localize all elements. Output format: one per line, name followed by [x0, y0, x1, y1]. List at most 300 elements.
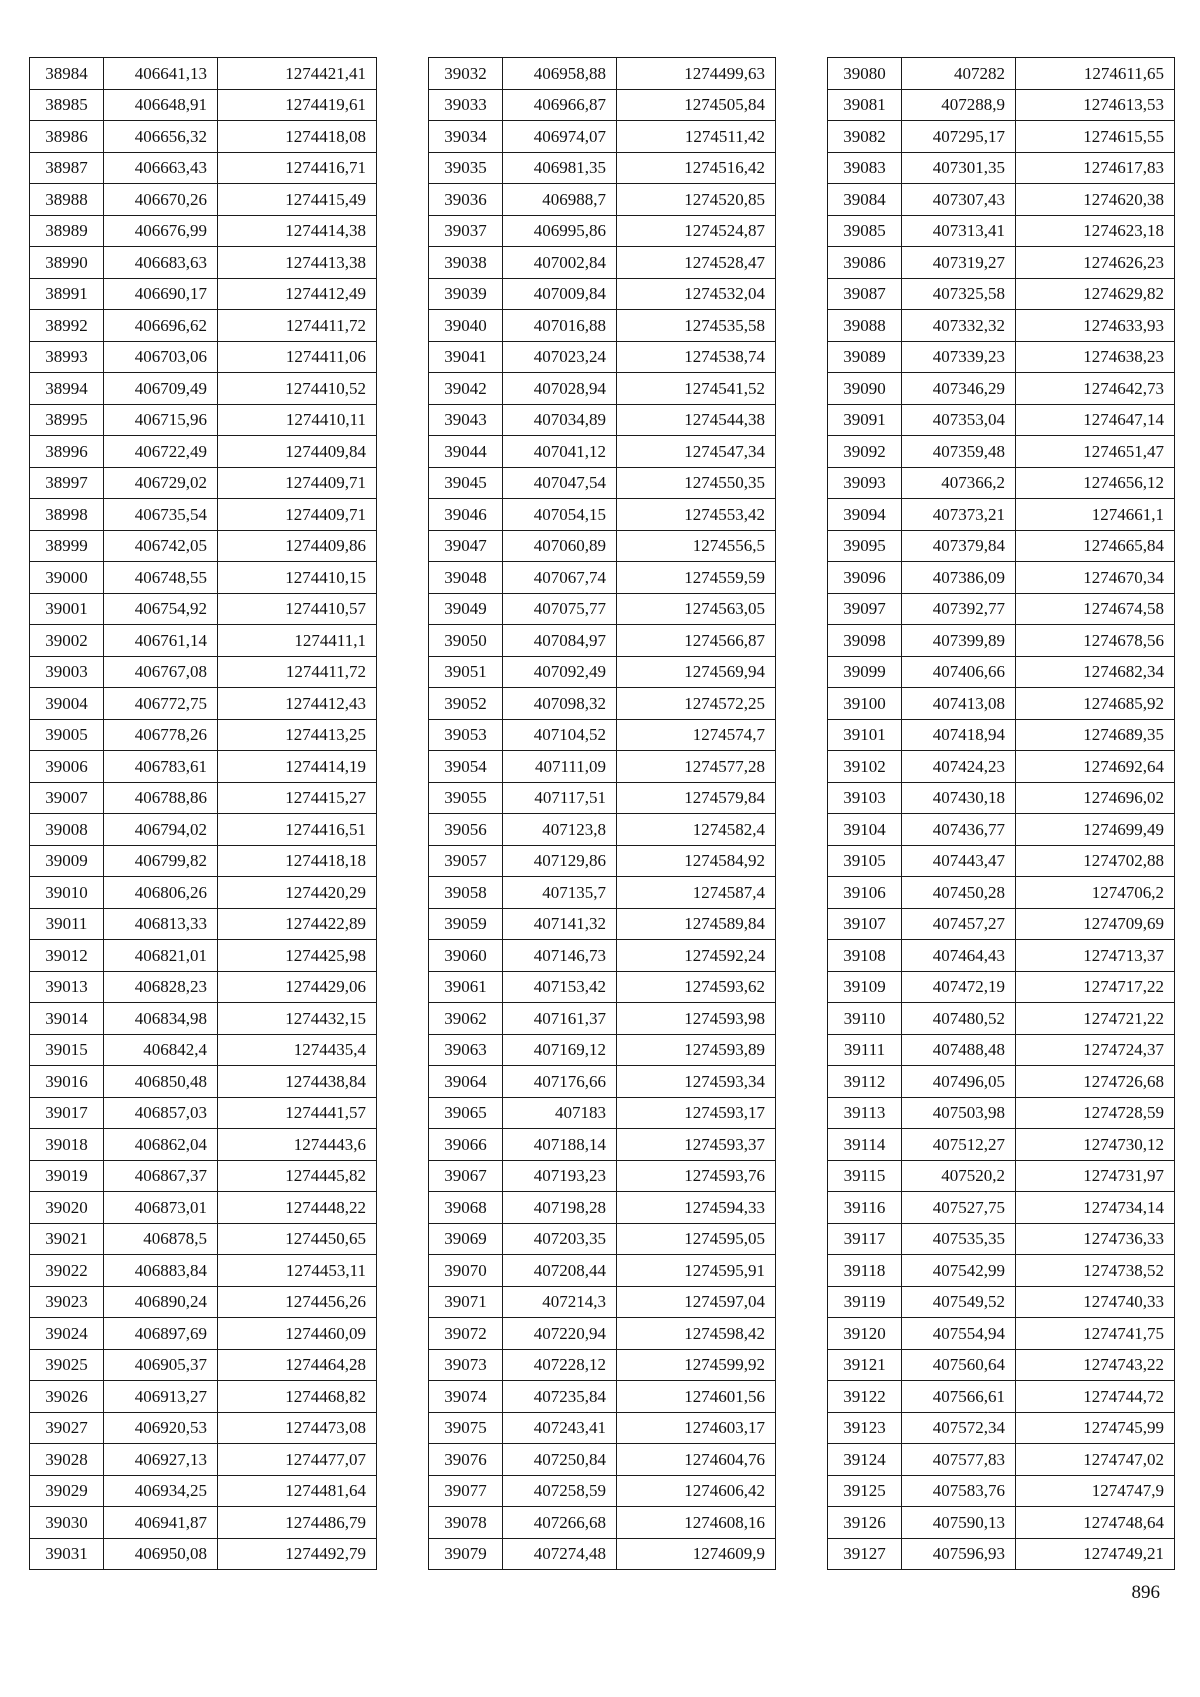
table-row	[429, 1160, 776, 1192]
table-row	[429, 1066, 776, 1098]
y-coordinate-cell: 1274615,55	[1016, 121, 1175, 153]
point-number-cell: 39064	[429, 1066, 503, 1098]
x-coordinate-cell: 407346,29	[902, 373, 1016, 405]
point-number-cell: 39047	[429, 530, 503, 562]
y-coordinate-cell: 1274563,05	[617, 593, 776, 625]
x-coordinate-cell: 407117,51	[503, 782, 617, 814]
table-row	[30, 530, 377, 562]
x-coordinate-cell: 406729,02	[104, 467, 218, 499]
x-coordinate-cell: 407009,84	[503, 278, 617, 310]
y-coordinate-cell: 1274409,86	[218, 530, 377, 562]
table-row	[828, 1160, 1175, 1192]
y-coordinate-cell: 1274435,4	[218, 1034, 377, 1066]
y-coordinate-cell: 1274450,65	[218, 1223, 377, 1255]
x-coordinate-cell: 407067,74	[503, 562, 617, 594]
y-coordinate-cell: 1274453,11	[218, 1255, 377, 1287]
x-coordinate-cell: 407596,93	[902, 1538, 1016, 1570]
table-row	[30, 751, 377, 783]
table-row	[30, 467, 377, 499]
y-coordinate-cell: 1274410,11	[218, 404, 377, 436]
table-row	[30, 1003, 377, 1035]
point-number-cell: 39114	[828, 1129, 902, 1161]
y-coordinate-cell: 1274584,92	[617, 845, 776, 877]
x-coordinate-cell: 406834,98	[104, 1003, 218, 1035]
y-coordinate-cell: 1274685,92	[1016, 688, 1175, 720]
table-row	[429, 940, 776, 972]
y-coordinate-cell: 1274538,74	[617, 341, 776, 373]
table-row	[828, 1066, 1175, 1098]
x-coordinate-cell: 406788,86	[104, 782, 218, 814]
x-coordinate-cell: 407480,52	[902, 1003, 1016, 1035]
point-number-cell: 38992	[30, 310, 104, 342]
point-number-cell: 39082	[828, 121, 902, 153]
y-coordinate-cell: 1274492,79	[218, 1538, 377, 1570]
x-coordinate-cell: 407313,41	[902, 215, 1016, 247]
table-row	[30, 1412, 377, 1444]
point-number-cell: 39085	[828, 215, 902, 247]
y-coordinate-cell: 1274738,52	[1016, 1255, 1175, 1287]
y-coordinate-cell: 1274626,23	[1016, 247, 1175, 279]
y-coordinate-cell: 1274699,49	[1016, 814, 1175, 846]
coordinate-table-1	[29, 57, 377, 1570]
table-row	[30, 310, 377, 342]
y-coordinate-cell: 1274419,61	[218, 89, 377, 121]
x-coordinate-cell: 406878,5	[104, 1223, 218, 1255]
y-coordinate-cell: 1274413,25	[218, 719, 377, 751]
x-coordinate-cell: 406648,91	[104, 89, 218, 121]
point-number-cell: 39015	[30, 1034, 104, 1066]
y-coordinate-cell: 1274661,1	[1016, 499, 1175, 531]
table-row	[30, 1318, 377, 1350]
table-row	[429, 751, 776, 783]
y-coordinate-cell: 1274734,14	[1016, 1192, 1175, 1224]
point-number-cell: 39032	[429, 58, 503, 90]
x-coordinate-cell: 407443,47	[902, 845, 1016, 877]
table-row	[429, 1475, 776, 1507]
x-coordinate-cell: 407041,12	[503, 436, 617, 468]
table-row	[828, 341, 1175, 373]
y-coordinate-cell: 1274432,15	[218, 1003, 377, 1035]
x-coordinate-cell: 407288,9	[902, 89, 1016, 121]
point-number-cell: 39105	[828, 845, 902, 877]
x-coordinate-cell: 407235,84	[503, 1381, 617, 1413]
table-row	[429, 1223, 776, 1255]
x-coordinate-cell: 407060,89	[503, 530, 617, 562]
y-coordinate-cell: 1274412,43	[218, 688, 377, 720]
table-row	[828, 782, 1175, 814]
y-coordinate-cell: 1274468,82	[218, 1381, 377, 1413]
y-coordinate-cell: 1274709,69	[1016, 908, 1175, 940]
table-row	[30, 1538, 377, 1570]
point-number-cell: 38985	[30, 89, 104, 121]
y-coordinate-cell: 1274593,98	[617, 1003, 776, 1035]
point-number-cell: 39065	[429, 1097, 503, 1129]
x-coordinate-cell: 406696,62	[104, 310, 218, 342]
table-row	[30, 656, 377, 688]
x-coordinate-cell: 407549,52	[902, 1286, 1016, 1318]
x-coordinate-cell: 407123,8	[503, 814, 617, 846]
x-coordinate-cell: 407208,44	[503, 1255, 617, 1287]
x-coordinate-cell: 406927,13	[104, 1444, 218, 1476]
point-number-cell: 39078	[429, 1507, 503, 1539]
point-number-cell: 39067	[429, 1160, 503, 1192]
table-row	[828, 404, 1175, 436]
y-coordinate-cell: 1274410,15	[218, 562, 377, 594]
point-number-cell: 39006	[30, 751, 104, 783]
table-row	[828, 1381, 1175, 1413]
x-coordinate-cell: 407464,43	[902, 940, 1016, 972]
table-row	[30, 719, 377, 751]
table-row	[828, 467, 1175, 499]
point-number-cell: 39049	[429, 593, 503, 625]
point-number-cell: 39021	[30, 1223, 104, 1255]
table-row	[429, 310, 776, 342]
point-number-cell: 39005	[30, 719, 104, 751]
table-row	[30, 1349, 377, 1381]
y-coordinate-cell: 1274682,34	[1016, 656, 1175, 688]
y-coordinate-cell: 1274594,33	[617, 1192, 776, 1224]
table-row	[828, 278, 1175, 310]
table-row	[429, 593, 776, 625]
table-row	[828, 530, 1175, 562]
y-coordinate-cell: 1274740,33	[1016, 1286, 1175, 1318]
table-row	[429, 1381, 776, 1413]
x-coordinate-cell: 406920,53	[104, 1412, 218, 1444]
table-row	[429, 971, 776, 1003]
y-coordinate-cell: 1274541,52	[617, 373, 776, 405]
x-coordinate-cell: 406709,49	[104, 373, 218, 405]
table-row	[30, 184, 377, 216]
y-coordinate-cell: 1274651,47	[1016, 436, 1175, 468]
table-row	[828, 1192, 1175, 1224]
point-number-cell: 39074	[429, 1381, 503, 1413]
table-row	[429, 467, 776, 499]
table-row	[429, 1286, 776, 1318]
y-coordinate-cell: 1274411,72	[218, 310, 377, 342]
table-row	[30, 1192, 377, 1224]
x-coordinate-cell: 407457,27	[902, 908, 1016, 940]
y-coordinate-cell: 1274520,85	[617, 184, 776, 216]
point-number-cell: 39027	[30, 1412, 104, 1444]
point-number-cell: 39073	[429, 1349, 503, 1381]
point-number-cell: 38990	[30, 247, 104, 279]
table-row	[429, 625, 776, 657]
table-row	[828, 562, 1175, 594]
table-row	[30, 971, 377, 1003]
y-coordinate-cell: 1274731,97	[1016, 1160, 1175, 1192]
point-number-cell: 39016	[30, 1066, 104, 1098]
x-coordinate-cell: 407146,73	[503, 940, 617, 972]
point-number-cell: 39057	[429, 845, 503, 877]
x-coordinate-cell: 407028,94	[503, 373, 617, 405]
x-coordinate-cell: 407266,68	[503, 1507, 617, 1539]
point-number-cell: 39013	[30, 971, 104, 1003]
x-coordinate-cell: 407413,08	[902, 688, 1016, 720]
y-coordinate-cell: 1274608,16	[617, 1507, 776, 1539]
x-coordinate-cell: 407386,09	[902, 562, 1016, 594]
x-coordinate-cell: 407566,61	[902, 1381, 1016, 1413]
point-number-cell: 39007	[30, 782, 104, 814]
y-coordinate-cell: 1274593,37	[617, 1129, 776, 1161]
point-number-cell: 39004	[30, 688, 104, 720]
y-coordinate-cell: 1274425,98	[218, 940, 377, 972]
y-coordinate-cell: 1274603,17	[617, 1412, 776, 1444]
y-coordinate-cell: 1274736,33	[1016, 1223, 1175, 1255]
table-row	[429, 121, 776, 153]
x-coordinate-cell: 407572,34	[902, 1412, 1016, 1444]
table-row	[429, 688, 776, 720]
table-row	[828, 940, 1175, 972]
x-coordinate-cell: 407392,77	[902, 593, 1016, 625]
y-coordinate-cell: 1274547,34	[617, 436, 776, 468]
table-row	[429, 877, 776, 909]
point-number-cell: 38995	[30, 404, 104, 436]
point-number-cell: 39103	[828, 782, 902, 814]
x-coordinate-cell: 407161,37	[503, 1003, 617, 1035]
table-row	[828, 436, 1175, 468]
table-row	[429, 1255, 776, 1287]
point-number-cell: 39053	[429, 719, 503, 751]
y-coordinate-cell: 1274642,73	[1016, 373, 1175, 405]
table-row	[30, 593, 377, 625]
x-coordinate-cell: 406890,24	[104, 1286, 218, 1318]
point-number-cell: 39113	[828, 1097, 902, 1129]
y-coordinate-cell: 1274456,26	[218, 1286, 377, 1318]
table-row	[429, 341, 776, 373]
point-number-cell: 39063	[429, 1034, 503, 1066]
y-coordinate-cell: 1274656,12	[1016, 467, 1175, 499]
table-row	[30, 1160, 377, 1192]
y-coordinate-cell: 1274611,65	[1016, 58, 1175, 90]
point-number-cell: 39122	[828, 1381, 902, 1413]
y-coordinate-cell: 1274606,42	[617, 1475, 776, 1507]
x-coordinate-cell: 407135,7	[503, 877, 617, 909]
x-coordinate-cell: 406794,02	[104, 814, 218, 846]
y-coordinate-cell: 1274413,38	[218, 247, 377, 279]
table-row	[30, 1223, 377, 1255]
table-row	[30, 1475, 377, 1507]
table-row	[429, 814, 776, 846]
x-coordinate-cell: 407319,27	[902, 247, 1016, 279]
table-row	[30, 562, 377, 594]
y-coordinate-cell: 1274416,71	[218, 152, 377, 184]
point-number-cell: 39118	[828, 1255, 902, 1287]
table-row	[429, 1507, 776, 1539]
point-number-cell: 39035	[429, 152, 503, 184]
y-coordinate-cell: 1274638,23	[1016, 341, 1175, 373]
table-row	[30, 1507, 377, 1539]
x-coordinate-cell: 406715,96	[104, 404, 218, 436]
point-number-cell: 39068	[429, 1192, 503, 1224]
point-number-cell: 39031	[30, 1538, 104, 1570]
x-coordinate-cell: 407228,12	[503, 1349, 617, 1381]
y-coordinate-cell: 1274629,82	[1016, 278, 1175, 310]
table-row	[429, 89, 776, 121]
y-coordinate-cell: 1274411,72	[218, 656, 377, 688]
x-coordinate-cell: 407075,77	[503, 593, 617, 625]
x-coordinate-cell: 407542,99	[902, 1255, 1016, 1287]
table-row	[828, 814, 1175, 846]
point-number-cell: 39127	[828, 1538, 902, 1570]
x-coordinate-cell: 406941,87	[104, 1507, 218, 1539]
point-number-cell: 39028	[30, 1444, 104, 1476]
point-number-cell: 39036	[429, 184, 503, 216]
x-coordinate-cell: 406857,03	[104, 1097, 218, 1129]
y-coordinate-cell: 1274745,99	[1016, 1412, 1175, 1444]
point-number-cell: 39087	[828, 278, 902, 310]
x-coordinate-cell: 407111,09	[503, 751, 617, 783]
y-coordinate-cell: 1274747,02	[1016, 1444, 1175, 1476]
x-coordinate-cell: 407436,77	[902, 814, 1016, 846]
x-coordinate-cell: 407359,48	[902, 436, 1016, 468]
table-row	[30, 1255, 377, 1287]
table-row	[828, 1412, 1175, 1444]
point-number-cell: 39011	[30, 908, 104, 940]
point-number-cell: 39099	[828, 656, 902, 688]
y-coordinate-cell: 1274550,35	[617, 467, 776, 499]
point-number-cell: 39010	[30, 877, 104, 909]
table-row	[429, 373, 776, 405]
point-number-cell: 39056	[429, 814, 503, 846]
table-row	[30, 625, 377, 657]
point-number-cell: 39079	[429, 1538, 503, 1570]
point-number-cell: 39025	[30, 1349, 104, 1381]
point-number-cell: 38987	[30, 152, 104, 184]
point-number-cell: 39034	[429, 121, 503, 153]
y-coordinate-cell: 1274689,35	[1016, 719, 1175, 751]
y-coordinate-cell: 1274665,84	[1016, 530, 1175, 562]
y-coordinate-cell: 1274702,88	[1016, 845, 1175, 877]
point-number-cell: 39112	[828, 1066, 902, 1098]
point-number-cell: 38996	[30, 436, 104, 468]
point-number-cell: 38984	[30, 58, 104, 90]
point-number-cell: 39126	[828, 1507, 902, 1539]
table-row	[828, 1349, 1175, 1381]
y-coordinate-cell: 1274409,71	[218, 467, 377, 499]
table-row	[429, 278, 776, 310]
point-number-cell: 39071	[429, 1286, 503, 1318]
point-number-cell: 39119	[828, 1286, 902, 1318]
table-row	[30, 814, 377, 846]
x-coordinate-cell: 407104,52	[503, 719, 617, 751]
x-coordinate-cell: 406742,05	[104, 530, 218, 562]
x-coordinate-cell: 407250,84	[503, 1444, 617, 1476]
point-number-cell: 39000	[30, 562, 104, 594]
x-coordinate-cell: 406748,55	[104, 562, 218, 594]
point-number-cell: 39019	[30, 1160, 104, 1192]
table-row	[30, 341, 377, 373]
y-coordinate-cell: 1274706,2	[1016, 877, 1175, 909]
point-number-cell: 39048	[429, 562, 503, 594]
x-coordinate-cell: 406850,48	[104, 1066, 218, 1098]
x-coordinate-cell: 407307,43	[902, 184, 1016, 216]
x-coordinate-cell: 406772,75	[104, 688, 218, 720]
point-number-cell: 39046	[429, 499, 503, 531]
table-row	[429, 1034, 776, 1066]
y-coordinate-cell: 1274744,72	[1016, 1381, 1175, 1413]
y-coordinate-cell: 1274597,04	[617, 1286, 776, 1318]
table-row	[828, 1034, 1175, 1066]
x-coordinate-cell: 407424,23	[902, 751, 1016, 783]
x-coordinate-cell: 406690,17	[104, 278, 218, 310]
x-coordinate-cell: 407193,23	[503, 1160, 617, 1192]
coordinate-table-3	[827, 57, 1175, 1570]
point-number-cell: 39077	[429, 1475, 503, 1507]
y-coordinate-cell: 1274505,84	[617, 89, 776, 121]
x-coordinate-cell: 406799,82	[104, 845, 218, 877]
table-row	[429, 247, 776, 279]
table-row	[828, 625, 1175, 657]
table-row	[30, 152, 377, 184]
coordinate-table-2	[428, 57, 776, 1570]
table-row	[828, 152, 1175, 184]
point-number-cell: 38986	[30, 121, 104, 153]
x-coordinate-cell: 406656,32	[104, 121, 218, 153]
point-number-cell: 39072	[429, 1318, 503, 1350]
x-coordinate-cell: 407183	[503, 1097, 617, 1129]
y-coordinate-cell: 1274415,49	[218, 184, 377, 216]
y-coordinate-cell: 1274601,56	[617, 1381, 776, 1413]
point-number-cell: 39106	[828, 877, 902, 909]
point-number-cell: 39041	[429, 341, 503, 373]
x-coordinate-cell: 406974,07	[503, 121, 617, 153]
y-coordinate-cell: 1274713,37	[1016, 940, 1175, 972]
y-coordinate-cell: 1274743,22	[1016, 1349, 1175, 1381]
y-coordinate-cell: 1274730,12	[1016, 1129, 1175, 1161]
x-coordinate-cell: 406767,08	[104, 656, 218, 688]
point-number-cell: 39090	[828, 373, 902, 405]
point-number-cell: 39039	[429, 278, 503, 310]
table-row	[828, 1475, 1175, 1507]
x-coordinate-cell: 407583,76	[902, 1475, 1016, 1507]
point-number-cell: 39045	[429, 467, 503, 499]
y-coordinate-cell: 1274579,84	[617, 782, 776, 814]
point-number-cell: 39062	[429, 1003, 503, 1035]
point-number-cell: 39008	[30, 814, 104, 846]
x-coordinate-cell: 406913,27	[104, 1381, 218, 1413]
table-row	[828, 1255, 1175, 1287]
table-row	[828, 89, 1175, 121]
point-number-cell: 39059	[429, 908, 503, 940]
point-number-cell: 39030	[30, 1507, 104, 1539]
y-coordinate-cell: 1274593,76	[617, 1160, 776, 1192]
point-number-cell: 39092	[828, 436, 902, 468]
point-number-cell: 39002	[30, 625, 104, 657]
table-row	[30, 940, 377, 972]
y-coordinate-cell: 1274486,79	[218, 1507, 377, 1539]
point-number-cell: 38994	[30, 373, 104, 405]
point-number-cell: 39095	[828, 530, 902, 562]
point-number-cell: 38991	[30, 278, 104, 310]
table-row	[429, 1349, 776, 1381]
x-coordinate-cell: 407488,48	[902, 1034, 1016, 1066]
y-coordinate-cell: 1274696,02	[1016, 782, 1175, 814]
table-row	[30, 1034, 377, 1066]
x-coordinate-cell: 407169,12	[503, 1034, 617, 1066]
x-coordinate-cell: 406778,26	[104, 719, 218, 751]
table-row	[828, 215, 1175, 247]
y-coordinate-cell: 1274589,84	[617, 908, 776, 940]
x-coordinate-cell: 406683,63	[104, 247, 218, 279]
x-coordinate-cell: 407098,32	[503, 688, 617, 720]
x-coordinate-cell: 406842,4	[104, 1034, 218, 1066]
y-coordinate-cell: 1274595,05	[617, 1223, 776, 1255]
x-coordinate-cell: 406783,61	[104, 751, 218, 783]
y-coordinate-cell: 1274418,18	[218, 845, 377, 877]
point-number-cell: 39101	[828, 719, 902, 751]
x-coordinate-cell: 407520,2	[902, 1160, 1016, 1192]
point-number-cell: 39058	[429, 877, 503, 909]
